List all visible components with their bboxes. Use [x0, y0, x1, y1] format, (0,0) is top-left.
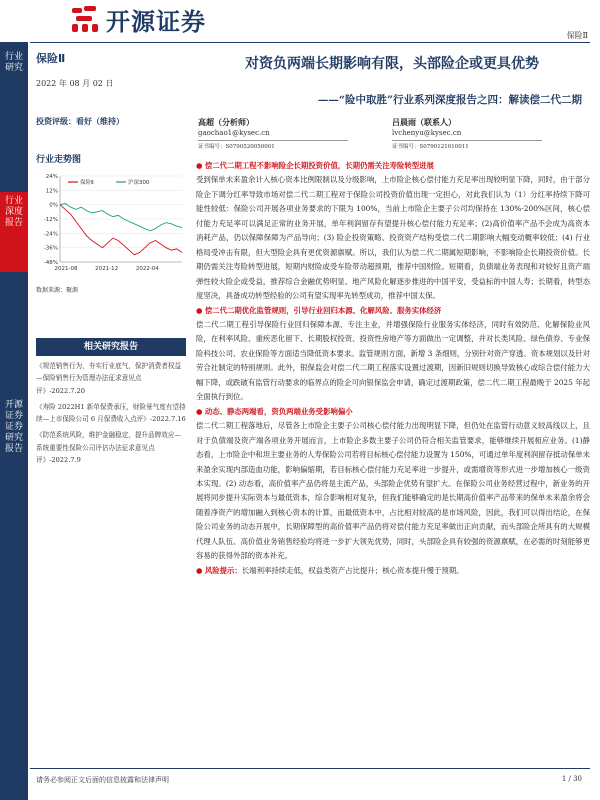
- y-tick-label: 12%: [45, 188, 58, 195]
- y-tick-label: -36%: [43, 245, 58, 252]
- bullet-icon: ●: [196, 565, 205, 575]
- industry-name: 保险Ⅱ: [36, 52, 66, 65]
- x-tick-label: 2021-12: [95, 266, 119, 272]
- chart-title: 行业走势图: [36, 155, 82, 165]
- related-report-date: -2022.7.9: [49, 456, 81, 465]
- page-number: 1 / 30: [561, 775, 582, 783]
- body-paragraph: [196, 564, 590, 578]
- related-report-item[interactable]: [36, 429, 186, 466]
- paragraph-heading: 偿二代二期工程不影响险企长期投资价值，长期仍需关注寿险转型进展: [204, 161, 434, 170]
- y-tick-label: 24%: [45, 174, 58, 180]
- related-report-title: 《防范系统风险，维护金融稳定，提升品牌效应—系统重要性保险公司评估办法征求意见点评》: [36, 431, 182, 465]
- footer-divider: [30, 768, 590, 769]
- related-report-title: 《寿险 2022H1 新单保费承压，财险景气度有望持续—上市保险公司 6 月保费收入点评》: [36, 402, 186, 424]
- body-paragraph: [196, 159, 590, 304]
- analyst-email[interactable]: gaochao1@kysec.cn: [198, 129, 270, 137]
- x-tick-label: 2022-04: [135, 266, 159, 272]
- brand-name: 开源证券: [106, 7, 206, 36]
- series-line: [60, 205, 182, 255]
- sidebar-red-text: 行业深度报告: [4, 196, 23, 228]
- analyst-cert: 证书编号：S0790121010011: [392, 140, 542, 153]
- y-tick-label: -48%: [43, 260, 58, 266]
- paragraph-text: 偿二代二期工程引导保险行业回归保障本源、专注主业，并增强保险行业服务实体经济，同时有效防范、化解保险业风险，在利率风险、重疾恶化留下、长期股权投资、投资性房地产等方面做出一定调整，并对长类风险、绿色债券、专业保险科技公司、农业保险等方面适当降低资本要求。监管规则方面，新增 3 条细则，分别针对资产穿透、资本规划以及针对劳合社制定的特别规则。此外，银保监会对偿二代二期工程落实设置过渡期，因新旧规则切换导致核心或综合偿付能力大幅下降，或跌破有监管行动要求的临界点的险企可向银保监会申请，确定过渡期政策，偿二代二期工程最晚于 2025 年起全面执行到位。: [196, 319, 590, 402]
- analyst-cert: 证书编号：S0790520050001: [198, 140, 348, 153]
- report-title: 对资负两端长期影响有限，头部险企或更具优势: [245, 56, 539, 72]
- analyst-name: 高超（分析师）: [198, 117, 254, 127]
- analyst-card: [392, 117, 542, 153]
- series-line: [60, 204, 182, 231]
- x-tick-label: 2021-08: [54, 266, 78, 272]
- related-reports-list: [36, 360, 186, 470]
- trend-chart-svg: [34, 170, 186, 278]
- paragraph-text: 长端利率持续走低，权益类资产占比提升；核心资本提升慢于预期。: [241, 565, 464, 575]
- y-tick-label: -12%: [43, 217, 58, 223]
- legend-label: 保险Ⅱ: [80, 180, 94, 186]
- analyst-name: 吕晨雨（联系人）: [392, 117, 456, 127]
- paragraph-text: 偿二代二期工程落地后，尽管各上市险企主要子公司核心偿付能力出现明显下降，但仍处在监管行动意义较高线以上，且对于负债端及资产端各项业务开展而言，上市险企多数主要子公司仍符合相关监管要求，能够继续开展相应业务。(1)静态看，上市险企中和坦主要业务的人寿保险公司若将目标核心偿付能力设置为 150%，可通过单年度利润留存抵动保单未来盈余实现内部造血功能，影响偏缩期，若目标核心偿付能力充足率进一步提升，或需增资等形式进一步增加核心一级资本实现。(2) 动态看，高价值率产品仍将是主流产品，头部险企优势有望扩大。在保险公司业务经营过程中，新业务的开展将同步提升实际资本与最低资本，综合影响相对复杂，但我们能够确定的是长期高价值率产品带来的保单未来盈余将会随着净资产的增加融入到核心资本的计算，而最低资本中，占比相对较高的是市场风险，因此，我们可以得出结论，在保险公司业务的动态开展中，长期保障型的高价值率产品仍将对偿付能力充足率做出正向贡献，而头部险企所具有的大规模代理人队伍、高价值业务销售经验均将进一步扩大领先优势，同时，头部险企具有较强的资源禀赋，在必需的时刻能够更容易的获得外部的资本补充。: [196, 421, 590, 561]
- bullet-icon: ●: [196, 161, 205, 170]
- related-report-item[interactable]: [36, 401, 186, 426]
- bullet-icon: ●: [196, 305, 205, 315]
- related-reports-header: 相关研究报告: [36, 338, 186, 356]
- body-paragraph: [196, 304, 590, 405]
- paragraph-text: 受到保单未来盈余计入核心资本比例限制以及分级影响，上市险企核心偿付能力充足率出现较明显下降，同时，由于部分险企下调分红率导致市场对偿二代二期工程对于保险公司投资价值出现一定担心，对此我们认为（1）分红率持续下降可能性较低：保险公司开展各项业务要求的下限为 100%，当前上市险企主要子公司均保持在 130%-200%区间，核心偿付能力充足率可以满足正常的业务开展，单年利润留存有望提升核心偿付能力充足率；(2)高价值率产品不会成为高资本消耗产品，仍以保障保障为产品导向；(3) 险企投资策略、投资资产结构受偿二代二期影响大幅变动概率较低；(4) 行业格局受冲击有限，但大型险企具有更优资源禀赋。所以，我们认为偿二代二期属短期影响，不影响险企长期投资价值。长期仍需关注寿险转型进展，短期内财险或受车险带动超预期，推荐中国财险。短期看，负债端业务表现和对较好且资产端弹性较大险企或受益，推荐综合金融优势明显、地产风险化解逐步推进的中国平安，受益标的中国人寿；长期看，转型态度坚决，具备成功转型经验的公司有望实现率先转型成功，推荐中国太保。: [196, 175, 590, 301]
- analyst-email[interactable]: lvchenyu@kysec.cn: [392, 129, 462, 137]
- legend-label: 沪深300: [128, 180, 150, 186]
- report-meta: [36, 50, 184, 127]
- report-date: 2022 年 08 月 02 日: [36, 79, 114, 88]
- related-report-date: -2022.7.20: [49, 386, 85, 395]
- paragraph-heading: 偿二代二期优化监管规则，引导行业回归本源、化解风险、服务实体经济: [204, 305, 442, 315]
- report-body: [196, 159, 590, 578]
- related-report-date: -2022.7.16: [149, 415, 186, 424]
- sidebar-top-text: 行业研究: [4, 52, 23, 73]
- investment-rating: 投资评级：看好（维持）: [36, 117, 124, 126]
- logo-mark-icon: [70, 4, 100, 34]
- brand-logo: [70, 2, 206, 36]
- body-paragraph: [196, 405, 590, 564]
- related-report-item[interactable]: [36, 360, 186, 397]
- paragraph-heading: 风险提示：: [204, 565, 242, 575]
- paragraph-heading: 动态、静态两端看，资负两端业务受影响偏小: [204, 406, 353, 416]
- header-divider: [30, 42, 590, 43]
- y-tick-label: 0%: [49, 202, 58, 209]
- related-report-title: 《规范销售行为，夯实行业底气，保护消费者权益—保险销售行为管理办法征求意见点评》: [36, 362, 182, 395]
- chart-source: 数据来源：聚源: [36, 287, 79, 294]
- bullet-icon: ●: [196, 406, 205, 416]
- analyst-block: [192, 117, 592, 159]
- sidebar-bottom-text: 开源证券 证券研究报告: [4, 400, 23, 454]
- y-tick-label: -24%: [43, 231, 58, 238]
- analyst-card: [198, 117, 348, 153]
- header-industry-tag: 保险Ⅱ: [566, 31, 588, 40]
- report-subtitle: ——“险中取胜”行业系列深度报告之四：解读偿二代二期: [317, 94, 582, 106]
- footer-disclaimer: 请务必参阅正文后面的信息披露和法律声明: [36, 776, 169, 784]
- trend-chart: [34, 170, 186, 278]
